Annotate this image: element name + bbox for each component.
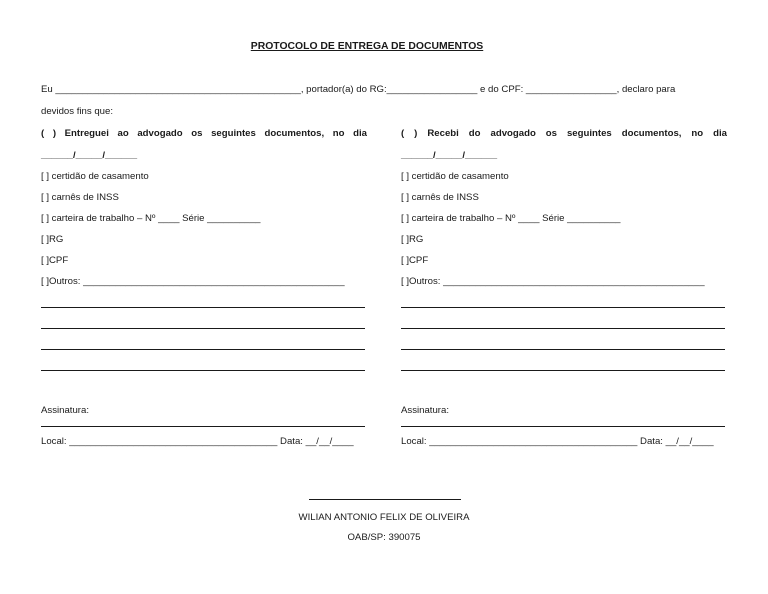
- checklist-item: [ ]CPF: [41, 255, 69, 266]
- received-date-blank: ______/_____/______: [401, 150, 498, 161]
- checklist-item: [ ]CPF: [401, 255, 429, 266]
- signature-label: Assinatura:: [41, 405, 89, 416]
- checklist-item: [ ]Outros: _________________________________________________: [41, 276, 345, 287]
- blank-line: [41, 370, 365, 371]
- checklist-item: [ ] carteira de trabalho – Nº ____ Série __________: [41, 213, 261, 224]
- received-column: [401, 126, 727, 448]
- declaration-line: Eu ______________________________________________, portador(a) do RG:_________________ e do CPF: _________________, declaro para: [41, 84, 676, 95]
- checklist-item: [ ] certidão de casamento: [401, 171, 509, 182]
- local-date-line: Local: _______________________________________ Data: __/__/____: [401, 436, 714, 447]
- blank-line: [401, 349, 725, 350]
- blank-line: [41, 307, 365, 308]
- checklist-item: [ ]RG: [41, 234, 64, 245]
- received-heading: ( ) Recebi do advogado os seguintes documentos, no dia: [401, 128, 727, 139]
- signature-line: [401, 426, 725, 427]
- blank-line: [401, 328, 725, 329]
- local-date-line: Local: _______________________________________ Data: __/__/____: [41, 436, 354, 447]
- delivered-heading: ( ) Entreguei ao advogado os seguintes documentos, no dia: [41, 128, 367, 139]
- delivered-column: [41, 126, 367, 448]
- declaration-purpose: devidos fins que:: [41, 106, 113, 117]
- lawyer-name: WILIAN ANTONIO FELIX DE OLIVEIRA: [298, 512, 470, 523]
- checklist-item: [ ] carteira de trabalho – Nº ____ Série __________: [401, 213, 621, 224]
- checklist-item: [ ] carnês de INSS: [401, 192, 479, 203]
- checklist-item: [ ] certidão de casamento: [41, 171, 149, 182]
- lawyer-signature-line: [309, 499, 461, 500]
- document-title: PROTOCOLO DE ENTREGA DE DOCUMENTOS: [250, 41, 484, 52]
- checklist-item: [ ] carnês de INSS: [41, 192, 119, 203]
- checklist-item: [ ]RG: [401, 234, 424, 245]
- delivered-date-blank: ______/_____/______: [41, 150, 138, 161]
- lawyer-oab: OAB/SP: 390075: [347, 532, 421, 543]
- blank-line: [401, 307, 725, 308]
- blank-line: [401, 370, 725, 371]
- signature-line: [41, 426, 365, 427]
- blank-line: [41, 328, 365, 329]
- blank-line: [41, 349, 365, 350]
- checklist-item: [ ]Outros: _________________________________________________: [401, 276, 705, 287]
- signature-label: Assinatura:: [401, 405, 449, 416]
